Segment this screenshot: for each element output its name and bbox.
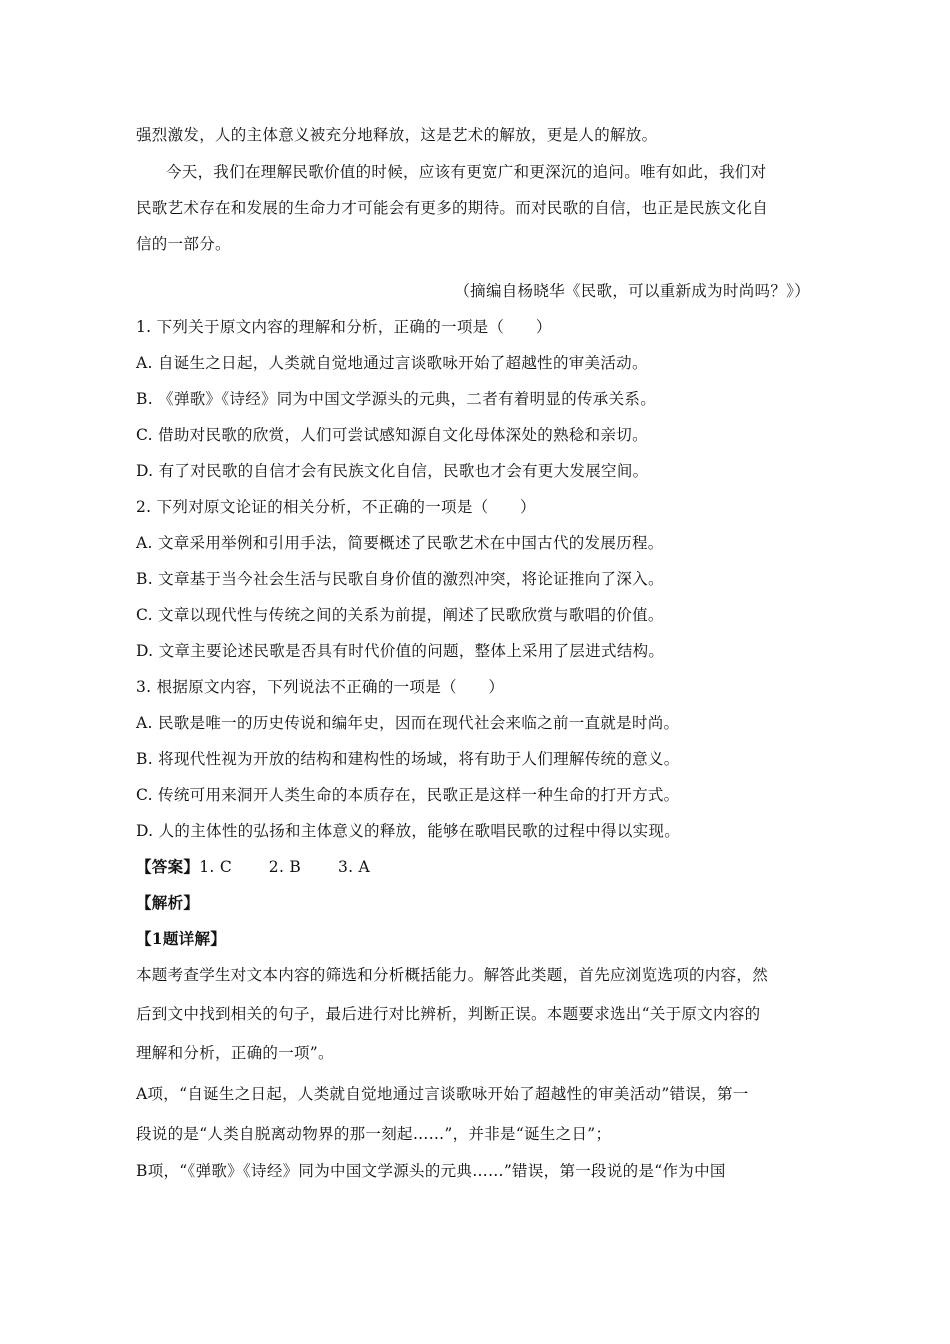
answer-text: 1. C 2. B 3. A: [199, 858, 371, 876]
question-option: B. 《弹歌》《诗经》同为中国文学源头的元典，二者有着明显的传承关系。: [136, 390, 656, 408]
analysis-line: 理解和分析，正确的一项”。: [136, 1044, 334, 1062]
analysis-sub-label: 【1题详解】: [136, 929, 227, 948]
passage-paragraph-line: 信的一部分。: [136, 235, 231, 253]
analysis-line: B项，“《弹歌》《诗经》同为中国文学源头的元典……”错误，第一段说的是“作为中国: [136, 1162, 726, 1180]
question-option: C. 传统可用来洞开人类生命的本质存在，民歌正是这样一种生命的打开方式。: [136, 786, 680, 804]
question-stem: 3. 根据原文内容，下列说法不正确的一项是（ ）: [136, 678, 505, 696]
analysis-line: 本题考查学生对文本内容的筛选和分析概括能力。解答此类题，首先应浏览选项的内容，然: [136, 966, 769, 984]
analysis-line: 段说的是“人类自脱离动物界的那一刻起……”，并非是“诞生之日”；: [136, 1125, 612, 1143]
question-option: B. 文章基于当今社会生活与民歌自身价值的激烈冲突，将论证推向了深入。: [136, 570, 664, 588]
question-stem: 1. 下列关于原文内容的理解和分析，正确的一项是（ ）: [136, 318, 552, 336]
passage-source: （摘编自杨晓华《民歌，可以重新成为时尚吗？》）: [454, 282, 810, 300]
analysis-label: 【解析】: [136, 893, 200, 912]
passage-paragraph-line: 今天，我们在理解民歌价值的时候，应该有更宽广和更深沉的追问。唯有如此，我们对: [166, 163, 767, 181]
question-option: D. 人的主体性的弘扬和主体意义的释放，能够在歌唱民歌的过程中得以实现。: [136, 822, 681, 840]
question-option: C. 借助对民歌的欣赏，人们可尝试感知源自文化母体深处的熟稔和亲切。: [136, 426, 648, 444]
passage-paragraph-line: 民歌艺术存在和发展的生命力才可能会有更多的期待。而对民歌的自信，也正是民族文化自: [136, 199, 769, 217]
passage-paragraph-tail: 强烈激发，人的主体意义被充分地释放，这是艺术的解放，更是人的解放。: [136, 126, 658, 144]
question-stem: 2. 下列对原文论证的相关分析，不正确的一项是（ ）: [136, 498, 536, 516]
question-option: D. 有了对民歌的自信才会有民族文化自信，民歌也才会有更大发展空间。: [136, 462, 649, 480]
answer-label: 【答案】: [136, 857, 200, 876]
question-option: B. 将现代性视为开放的结构和建构性的场域，将有助于人们理解传统的意义。: [136, 750, 680, 768]
question-option: A. 文章采用举例和引用手法，简要概述了民歌艺术在中国古代的发展历程。: [136, 534, 664, 552]
question-option: A. 民歌是唯一的历史传说和编年史，因而在现代社会来临之前一直就是时尚。: [136, 714, 680, 732]
answer-line: [136, 857, 816, 877]
analysis-line: 后到文中找到相关的句子，最后进行对比辨析，判断正误。本题要求选出“关于原文内容的: [136, 1005, 761, 1023]
question-option: D. 文章主要论述民歌是否具有时代价值的问题，整体上采用了层进式结构。: [136, 642, 665, 660]
question-option: A. 自诞生之日起，人类就自觉地通过言谈歌咏开始了超越性的审美活动。: [136, 354, 648, 372]
analysis-line: A项，“自诞生之日起，人类就自觉地通过言谈歌咏开始了超越性的审美活动”错误，第一: [136, 1085, 749, 1103]
question-option: C. 文章以现代性与传统之间的关系为前提，阐述了民歌欣赏与歌唱的价值。: [136, 606, 664, 624]
